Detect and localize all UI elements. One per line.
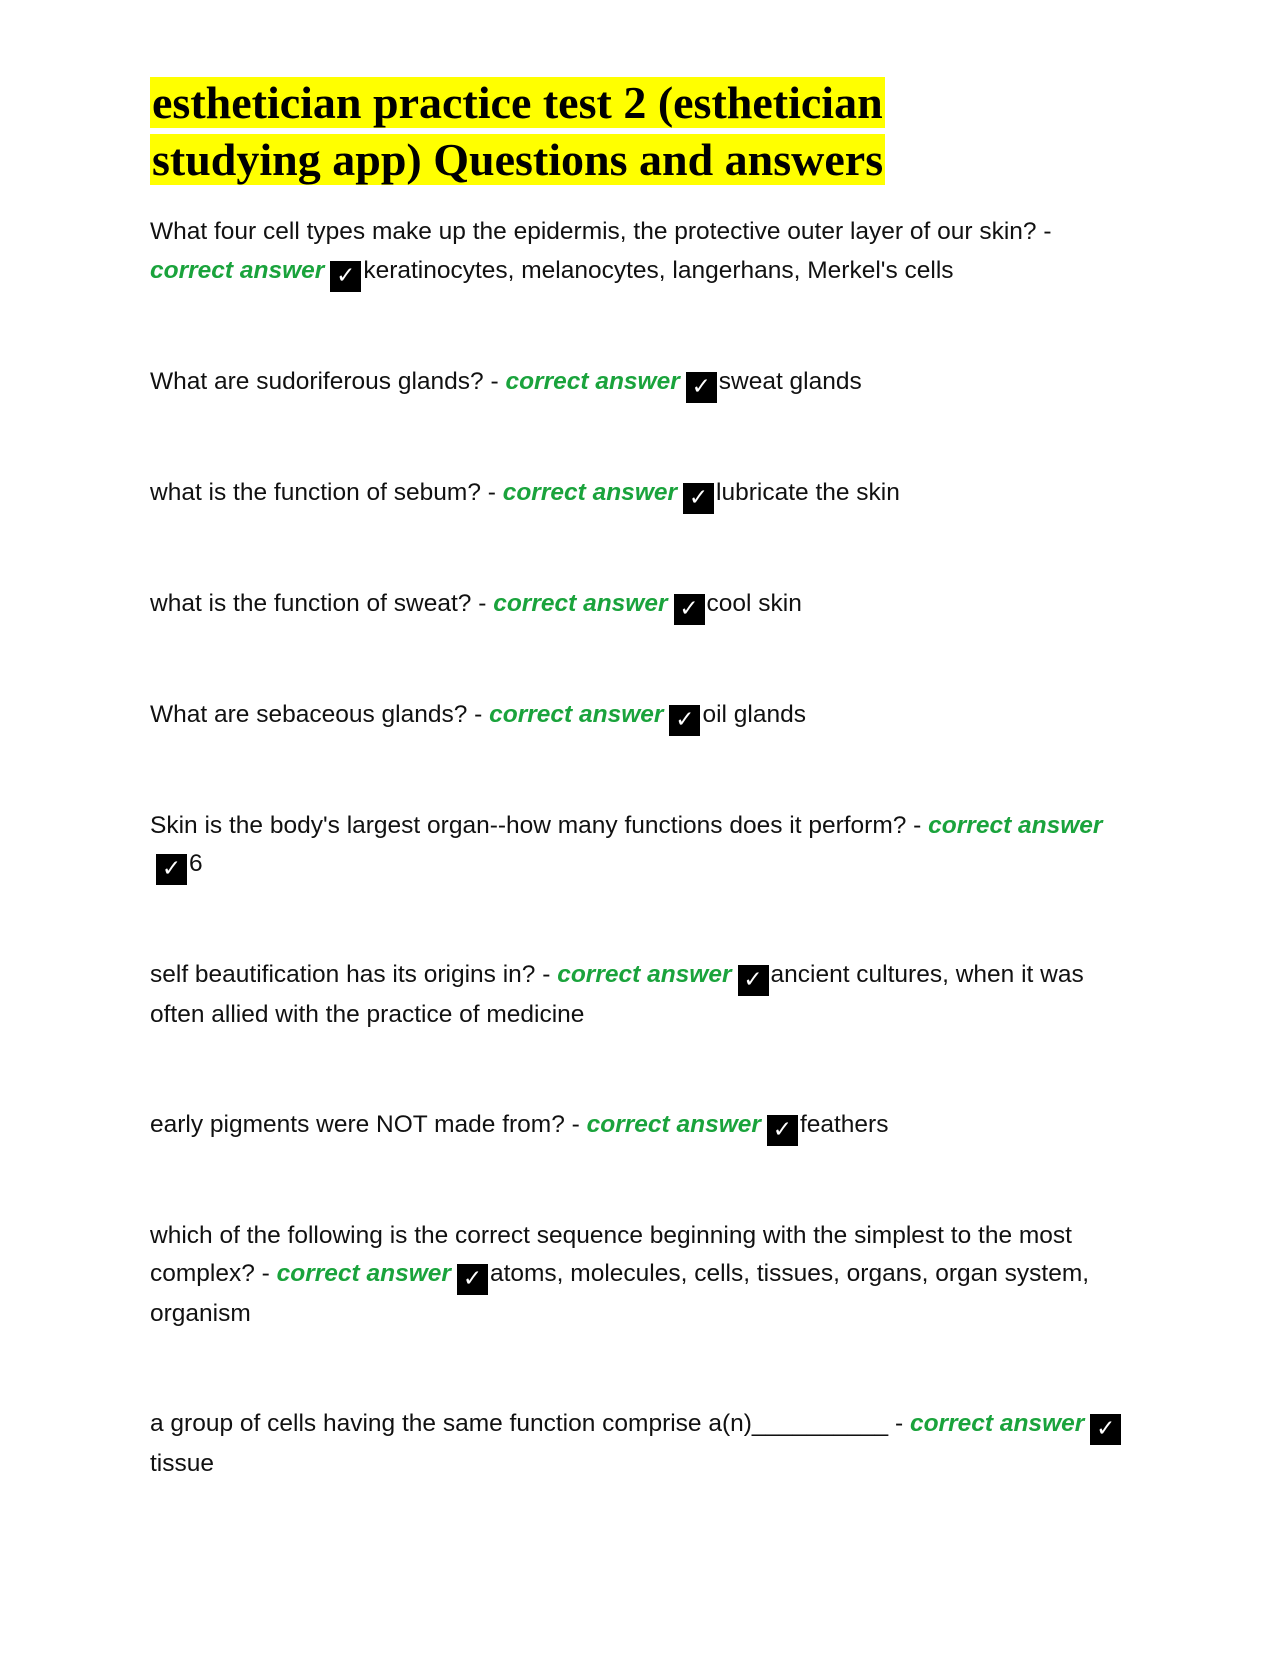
question-text: What four cell types make up the epidermis, the protective outer layer of our skin? - (150, 218, 1052, 245)
check-mark-icon: ✓ (1090, 1414, 1121, 1445)
answer-text: keratinocytes, melanocytes, langerhans, Merkel's cells (363, 256, 954, 284)
question-text: Skin is the body's largest organ--how many functions does it perform? - (150, 811, 929, 839)
spacer (150, 403, 1140, 474)
spacer (150, 1146, 1140, 1217)
spacer (150, 1035, 1140, 1106)
document-page (150, 74, 1140, 1483)
question-text: early pigments were NOT made from? - (150, 1110, 587, 1138)
check-mark-icon: ✓ (767, 1115, 798, 1146)
answer-text: 6 (189, 850, 203, 877)
check-mark-icon: ✓ (683, 483, 714, 514)
answer-label: correct answer (276, 1260, 451, 1287)
check-mark-icon: ✓ (330, 261, 361, 292)
qa-item (150, 363, 1140, 403)
question-text: What are sudoriferous glands? - (150, 367, 506, 395)
question-text: which of the following is the correct sequence beginning with the simplest to the most complex? - (150, 1221, 1072, 1287)
check-mark-icon: ✓ (674, 594, 705, 625)
answer-text: tissue (150, 1449, 215, 1477)
answer-text: atoms, molecules, cells, tissues, organs, organ system, organism (150, 1260, 1090, 1327)
qa-item (150, 696, 1140, 736)
qa-item (150, 1405, 1140, 1484)
answer-label: correct answer (150, 256, 325, 284)
spacer (150, 1334, 1140, 1405)
check-mark-icon: ✓ (686, 372, 717, 403)
answer-text: sweat glands (718, 367, 862, 395)
check-mark-icon: ✓ (156, 854, 187, 885)
qa-item (150, 474, 1140, 514)
qa-item (150, 1106, 1140, 1146)
qa-item (150, 585, 1140, 625)
qa-list (150, 213, 1140, 1483)
spacer (150, 292, 1140, 363)
spacer (150, 514, 1140, 585)
qa-item (150, 1217, 1140, 1334)
answer-text: lubricate the skin (716, 478, 900, 506)
check-mark-icon: ✓ (738, 965, 769, 996)
question-text: self beautification has its origins in? - (150, 961, 558, 988)
qa-item (150, 213, 1140, 292)
answer-label: correct answer (586, 1110, 761, 1138)
question-text: what is the function of sweat? - (150, 589, 494, 617)
spacer (150, 625, 1140, 696)
answer-label: correct answer (909, 1409, 1085, 1437)
check-mark-icon: ✓ (669, 705, 700, 736)
qa-item (150, 956, 1140, 1035)
answer-text: cool skin (706, 589, 802, 617)
answer-text: ancient cultures, when it was often allied with the practice of medicine (150, 961, 1084, 1028)
question-text: a group of cells having the same function comprise a(n)__________ - (150, 1409, 910, 1437)
document-title: esthetician practice test 2 (esthetician studying app) Questions and answers (152, 77, 884, 185)
answer-label: correct answer (557, 961, 732, 988)
answer-label: correct answer (505, 367, 680, 395)
qa-item (150, 807, 1140, 886)
answer-text: oil glands (702, 700, 806, 728)
answer-label: correct answer (928, 811, 1103, 839)
answer-label: correct answer (493, 589, 668, 617)
check-mark-icon: ✓ (457, 1264, 488, 1295)
title-block (150, 74, 970, 188)
question-text: what is the function of sebum? - (150, 478, 503, 506)
question-text: What are sebaceous glands? - (150, 700, 490, 728)
spacer (150, 885, 1140, 956)
spacer (150, 736, 1140, 807)
answer-label: correct answer (502, 478, 678, 506)
answer-text: feathers (799, 1110, 889, 1138)
answer-label: correct answer (489, 700, 664, 728)
